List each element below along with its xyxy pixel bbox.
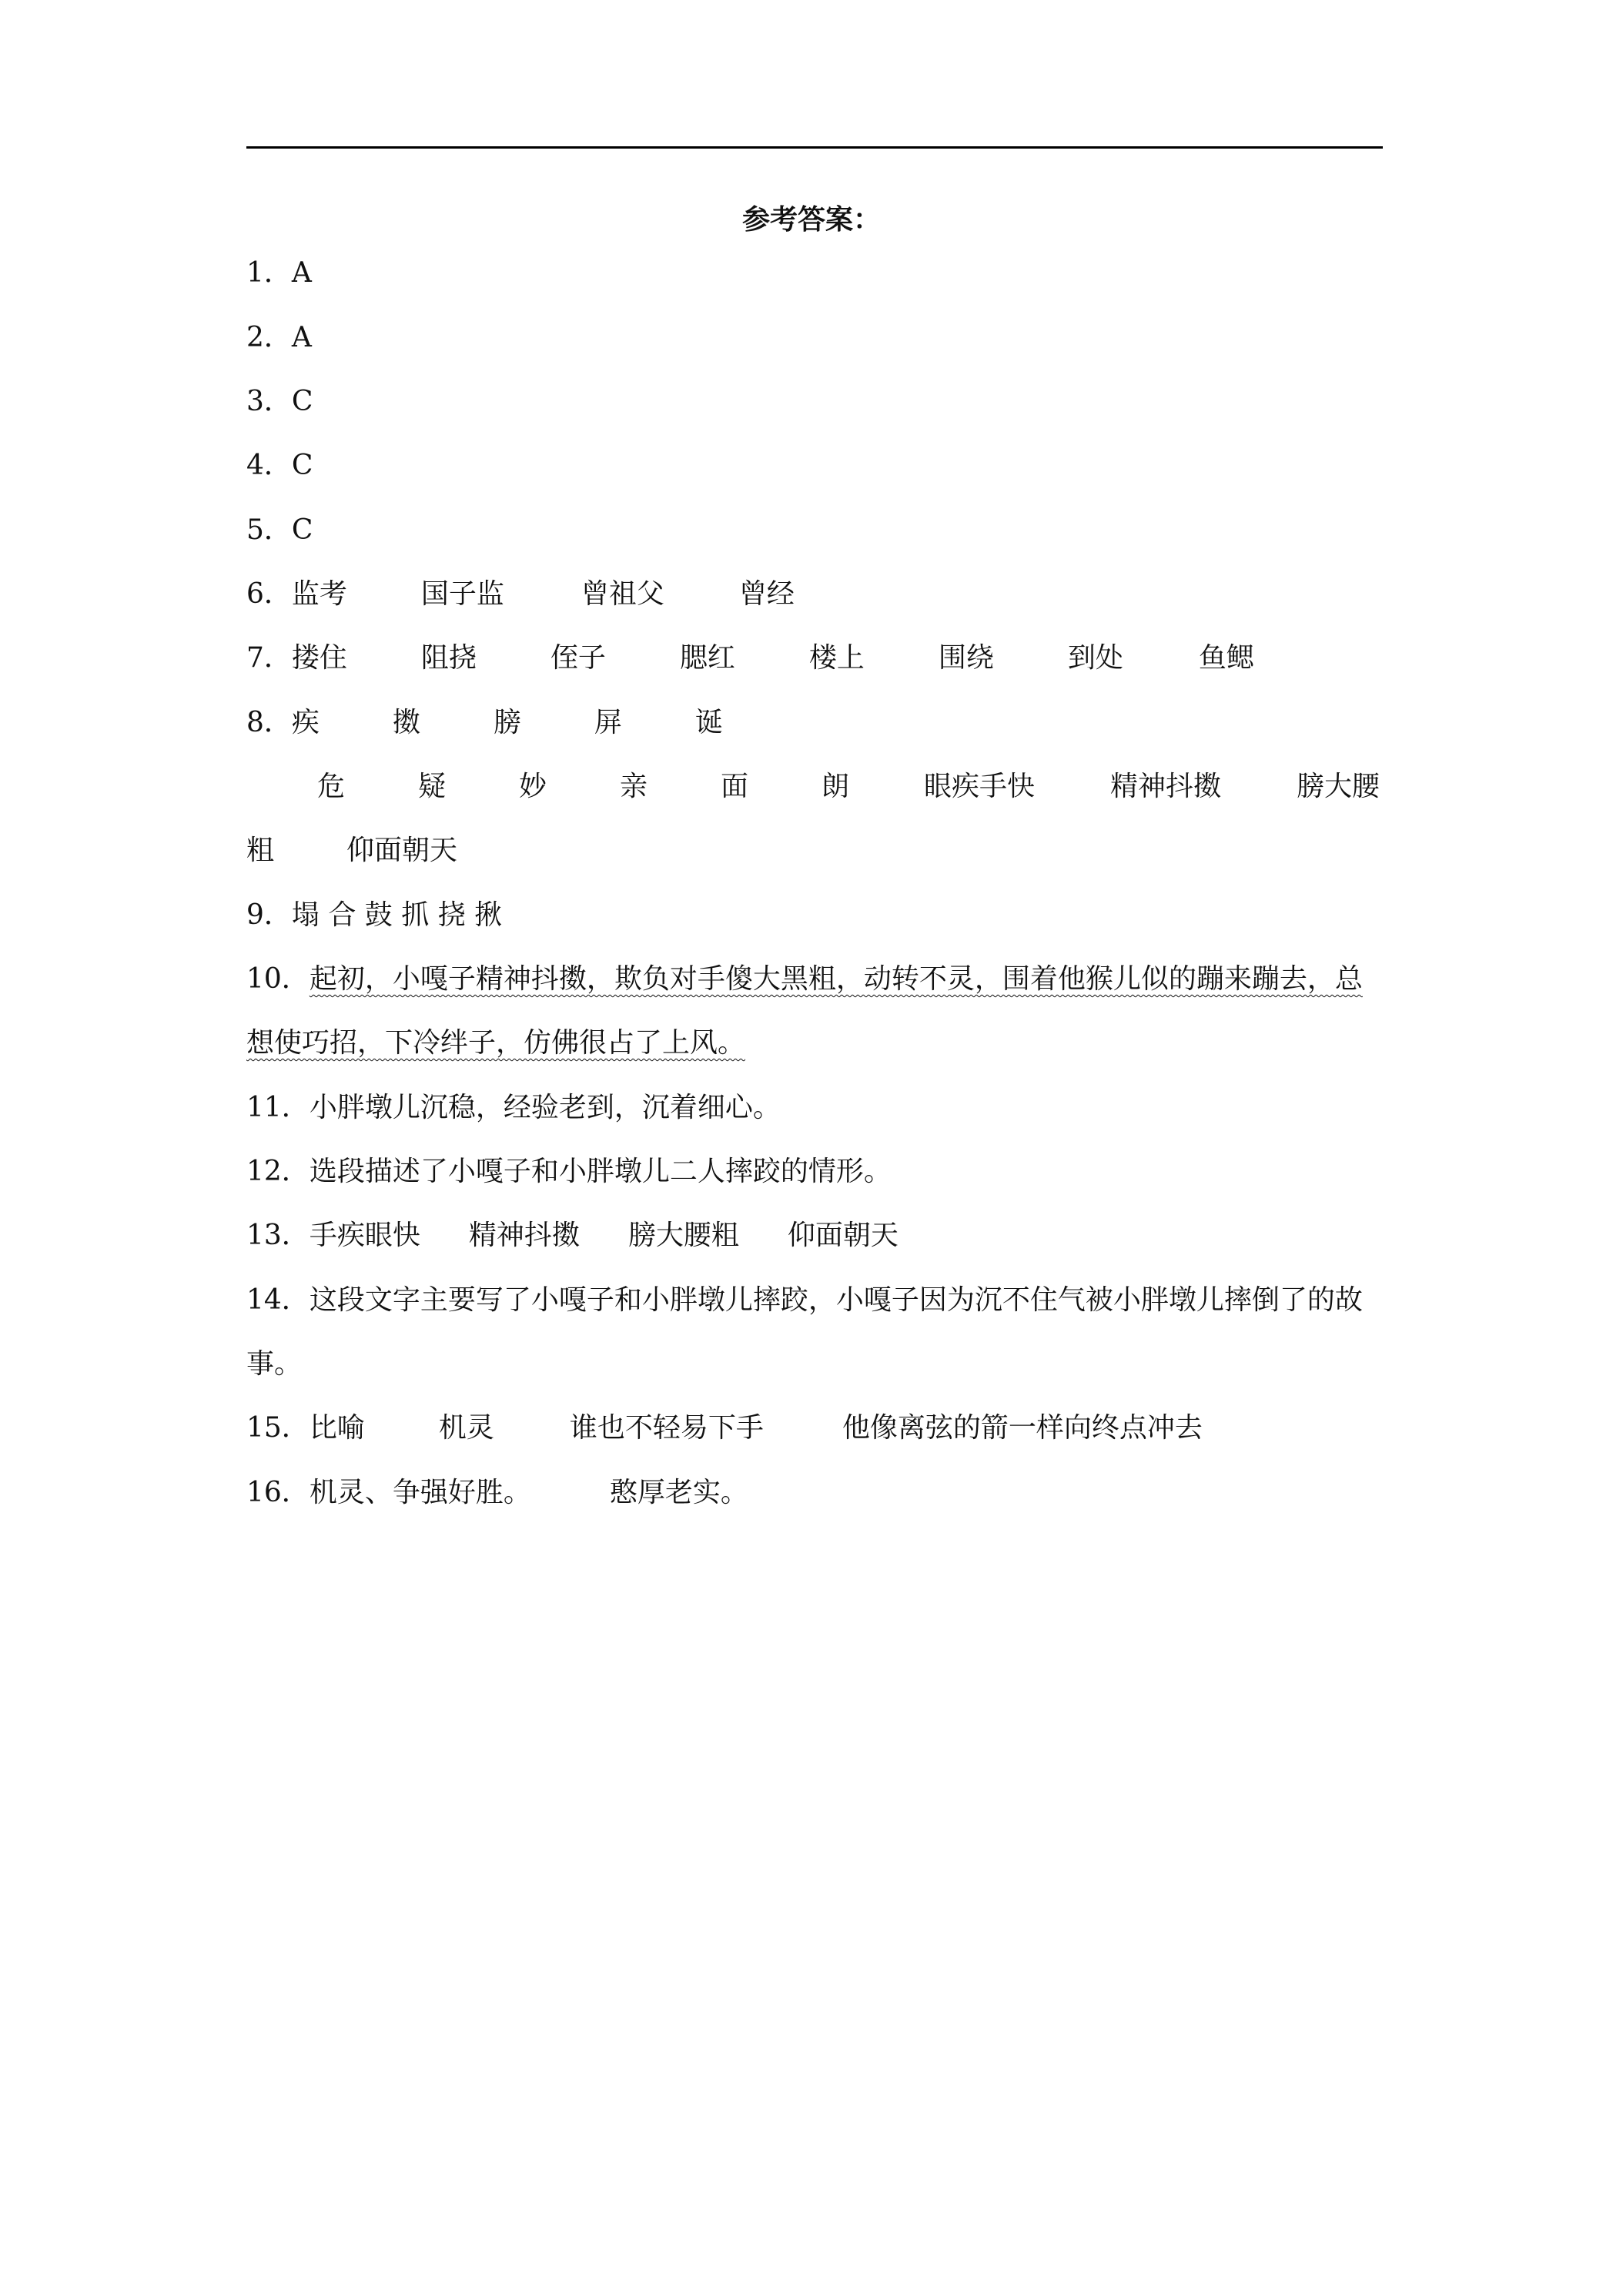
answer-13: [246, 1217, 899, 1255]
answer-9: [246, 896, 502, 935]
answer-number: 1．: [246, 257, 292, 289]
answer-text: A: [291, 322, 312, 353]
answer-item: 仰面朝天: [787, 1220, 899, 1251]
answer-item: 妙: [519, 771, 547, 802]
answer-item: 搂住: [291, 642, 347, 674]
answer-number: 3．: [246, 386, 292, 417]
answer-14-continued: [246, 1345, 302, 1384]
answer-item: 面: [721, 771, 749, 802]
answer-item: 国子监: [420, 578, 504, 610]
answer-item: 到处: [1067, 642, 1123, 674]
answer-item: 侄子: [550, 642, 606, 674]
answer-item: 监考: [291, 578, 347, 610]
answer-item: 危: [317, 771, 346, 802]
answer-text: 事。: [246, 1348, 303, 1380]
answer-number: 12．: [246, 1156, 310, 1187]
answer-5: [246, 511, 313, 550]
answer-text: C: [291, 514, 313, 546]
answer-item: 屏: [594, 707, 622, 738]
answer-item: 诞: [694, 707, 723, 738]
answer-number: 7．: [246, 642, 292, 674]
page-title: 参考答案：: [741, 204, 881, 236]
answer-8-continued: [317, 768, 1380, 806]
answer-10: [246, 960, 1363, 999]
answer-item: 比喻: [309, 1412, 365, 1444]
answer-item: 楼上: [808, 642, 865, 674]
answer-item: 鱼鳃: [1198, 642, 1254, 674]
answer-item: 他像离弦的箭一样向终点冲去: [842, 1412, 1203, 1444]
answer-item: 亲: [620, 771, 648, 802]
answer-item: 膀大腰粗: [627, 1220, 739, 1251]
answer-item: 擞: [392, 707, 420, 738]
answer-item: 曾祖父: [581, 578, 664, 610]
answer-item: 眼疾手快: [924, 771, 1036, 802]
answer-number: 13．: [246, 1220, 310, 1251]
answer-number: 8．: [246, 707, 292, 738]
answer-item: 仰面朝天: [346, 835, 458, 866]
answer-item: 疑: [418, 771, 447, 802]
answer-3: [246, 383, 313, 421]
answer-number: 16．: [246, 1477, 310, 1508]
answer-text: C: [291, 386, 313, 417]
answer-item: 机灵: [438, 1412, 494, 1444]
answer-item: 膀: [493, 707, 521, 738]
answer-item: 谁也不轻易下手: [569, 1412, 764, 1444]
answer-number: 5．: [246, 514, 292, 546]
answer-number: 2．: [246, 322, 292, 353]
answer-text-underlined: 想使巧招，下冷绊子，仿佛很占了上风。: [246, 1027, 746, 1059]
answer-text: 小胖墩儿沉稳，经验老到，沉着细心。: [309, 1092, 781, 1123]
answer-7: [246, 639, 1254, 678]
answer-item: 精神抖擞: [468, 1220, 580, 1251]
answer-8-continued: [246, 832, 457, 870]
answer-item: 阻挠: [420, 642, 477, 674]
answer-10-continued: [246, 1024, 745, 1063]
answer-item: 曾经: [738, 578, 795, 610]
answer-number: 4．: [246, 450, 292, 481]
answer-number: 9．: [246, 899, 292, 931]
answer-item: 憨厚老实。: [609, 1477, 748, 1508]
answer-text: A: [291, 257, 312, 289]
answer-1: [246, 254, 312, 293]
answer-item: 腮红: [679, 642, 735, 674]
answer-number: 6．: [246, 578, 292, 610]
answer-item: 疾: [291, 707, 320, 738]
answer-number: 14．: [246, 1284, 310, 1316]
answer-6: [246, 575, 795, 614]
answer-8: [246, 704, 723, 742]
answer-item: 膀大腰: [1297, 771, 1380, 802]
answer-16: [246, 1474, 748, 1512]
answer-15: [246, 1409, 1203, 1448]
answer-number: 10．: [246, 963, 310, 995]
answer-number: 11．: [246, 1092, 310, 1123]
answer-text: 选段描述了小嘎子和小胖墩儿二人摔跤的情形。: [309, 1156, 892, 1187]
answer-item: 粗: [246, 835, 275, 866]
answer-text: C: [291, 450, 313, 481]
answer-text-underlined: 起初，小嘎子精神抖擞，欺负对手傻大黑粗，动转不灵，围着他猴儿似的蹦来蹦去，总: [309, 963, 1363, 995]
answer-11: [246, 1089, 781, 1127]
header-rule: [246, 146, 1383, 149]
answer-item: 围绕: [938, 642, 994, 674]
answer-2: [246, 319, 312, 357]
answer-12: [246, 1153, 892, 1191]
answer-text: 这段文字主要写了小嘎子和小胖墩儿摔跤，小嘎子因为沉不住气被小胖墩儿摔倒了的故: [309, 1284, 1363, 1316]
answer-text: 塌 合 鼓 抓 挠 揪: [291, 899, 503, 931]
answer-4: [246, 447, 313, 485]
answer-item: 精神抖擞: [1110, 771, 1222, 802]
answer-number: 15．: [246, 1412, 310, 1444]
answer-item: 机灵、争强好胜。: [309, 1477, 531, 1508]
answer-item: 手疾眼快: [309, 1220, 420, 1251]
answer-item: 朗: [822, 771, 850, 802]
answer-14: [246, 1281, 1363, 1320]
